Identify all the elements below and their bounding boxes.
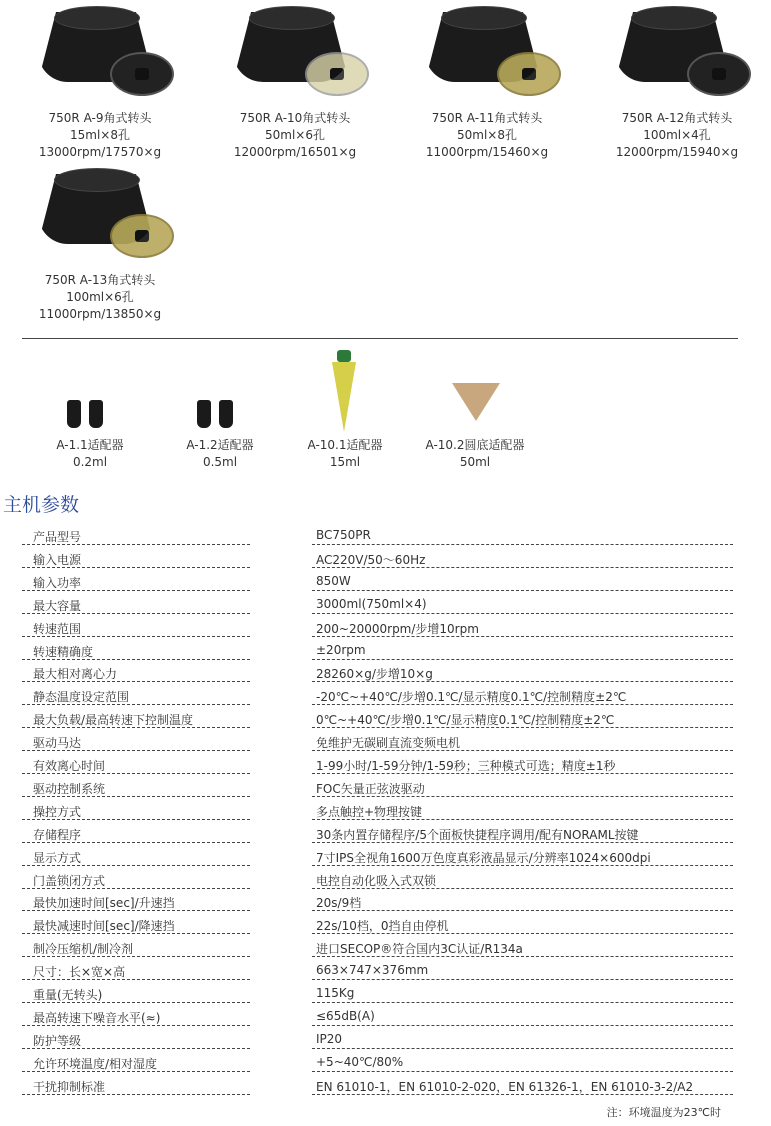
spec-row [0,594,771,617]
spec-row [0,1052,771,1075]
section-title: 主机参数 [3,494,80,516]
spec-value: ±20rpm [316,642,366,657]
adapter-name: A-10.1适配器 [307,438,383,452]
spec-row [0,960,771,983]
adapter-image [280,345,410,437]
spec-label: 转速范围 [33,621,82,636]
spec-label: 最大容量 [33,598,82,613]
spec-label: 最大负载/最高转速下控制温度 [33,713,194,728]
rotor-spec: 100ml×4孔 [643,128,711,142]
spec-label: 制冷压缩机/制冷剂 [33,942,134,957]
spec-value: ≤65dB(A) [316,1008,375,1023]
spec-row [0,617,771,640]
adapter-image [155,345,285,437]
spec-value: 7寸IPS全视角1600万色度真彩液晶显示/分辨率1024×600dpi [316,850,651,865]
rotor-speed: 11000rpm/15460×g [425,145,549,159]
rotor-item [5,162,195,323]
rotor-name: 750R A-11角式转头 [431,111,543,125]
rotor-image [5,162,195,272]
rotor-speed: 12000rpm/16501×g [233,145,357,159]
spec-value: +5~40℃/80% [316,1054,404,1069]
adapter-name: A-10.2圆底适配器 [425,438,525,452]
spec-label: 最高转速下噪音水平(≈) [33,1010,161,1025]
spec-row [0,823,771,846]
rotor-image [582,0,771,110]
rotor-image [200,0,390,110]
spec-row [0,869,771,892]
spec-row [0,662,771,685]
adapter-item [25,345,155,471]
rotor-item [392,0,582,161]
adapter-image [25,345,155,437]
spec-value: 进口SECOP®符合国内3C认证/R134a [316,942,523,957]
spec-label: 最大相对离心力 [33,667,118,682]
spec-row [0,1006,771,1029]
spec-row [0,640,771,663]
spec-label: 显示方式 [33,850,82,865]
adapter-spec: 0.2ml [72,455,108,469]
spec-label: 有效离心时间 [33,759,106,773]
spec-label: 输入电源 [33,552,82,567]
spec-label: 驱动马达 [33,736,82,751]
spec-row [0,891,771,914]
divider [22,338,738,339]
spec-label: 尺寸：长×宽×高 [33,965,126,980]
spec-row [0,525,771,548]
spec-value: 免维护无碳刷直流变频电机 [316,736,461,751]
spec-value: AC220V/50～60Hz [316,552,426,567]
spec-label: 门盖锁闭方式 [33,873,106,888]
spec-label: 防护等级 [33,1033,82,1048]
spec-label: 操控方式 [33,804,82,819]
spec-value: 663×747×376mm [316,963,429,978]
spec-label: 最快减速时间[sec]/降速挡 [33,919,175,934]
adapter-image [410,345,540,437]
spec-row [0,1075,771,1098]
adapter-spec: 15ml [329,455,361,469]
spec-label: 转速精确度 [33,644,94,659]
spec-label: 允许环境温度/相对湿度 [33,1056,158,1071]
adapter-name: A-1.1适配器 [56,438,124,452]
adapter-item [280,345,410,471]
spec-row [0,754,771,777]
rotor-name: 750R A-12角式转头 [621,111,733,125]
spec-label: 输入功率 [33,575,82,590]
rotor-spec: 50ml×8孔 [457,128,517,142]
spec-value: 30条内置存储程序/5个面板快捷程序调用/配有NORAML按键 [316,827,639,842]
spec-row [0,571,771,594]
adapter-spec: 0.5ml [202,455,238,469]
spec-row [0,548,771,571]
spec-value: 22s/10档，0挡自由停机 [316,919,449,934]
rotor-image [5,0,195,110]
footnote: 注：环境温度为23℃时 [606,1106,721,1119]
spec-value: 20s/9档 [316,896,362,911]
spec-value: IP20 [316,1031,343,1046]
spec-row [0,708,771,731]
rotor-name: 750R A-10角式转头 [239,111,351,125]
rotor-spec: 50ml×6孔 [265,128,325,142]
spec-value: 200~20000rpm/步增10rpm [316,621,479,636]
rotor-spec: 15ml×8孔 [70,128,130,142]
adapter-item [155,345,285,471]
rotor-item [200,0,390,161]
rotor-spec: 100ml×6孔 [66,290,134,304]
spec-row [0,1029,771,1052]
spec-value: FOC矢量正弦波驱动 [316,781,425,796]
rotor-item [582,0,771,161]
spec-label: 最快加速时间[sec]/升速挡 [33,896,175,911]
spec-row [0,731,771,754]
rotor-image [392,0,582,110]
spec-value: 850W [316,573,351,588]
rotor-speed: 11000rpm/13850×g [38,307,162,321]
spec-row [0,846,771,869]
spec-row [0,937,771,960]
spec-value: 电控自动化吸入式双锁 [316,873,437,888]
spec-row [0,777,771,800]
spec-value: 0℃~+40℃/步增0.1℃/显示精度0.1℃/控制精度±2℃ [316,713,615,728]
spec-value: BC750PR [316,528,371,542]
spec-label: 产品型号 [33,530,82,544]
spec-value: 28260×g/步增10×g [316,667,433,682]
spec-row [0,685,771,708]
spec-row [0,914,771,937]
adapter-spec: 50ml [459,455,491,469]
spec-label: 存储程序 [33,827,82,842]
spec-value: 115Kg [316,986,355,1000]
rotor-name: 750R A-9角式转头 [48,111,152,125]
spec-row [0,983,771,1006]
rotor-speed: 13000rpm/17570×g [38,145,162,159]
adapter-item [410,345,540,471]
spec-label: 干扰抑制标准 [33,1079,106,1094]
spec-value: 多点触控+物理按键 [316,804,423,819]
spec-value: -20℃~+40℃/步增0.1℃/显示精度0.1℃/控制精度±2℃ [316,690,627,705]
spec-value: 3000ml(750ml×4) [316,596,427,611]
spec-row [0,800,771,823]
spec-value: EN 61010-1，EN 61010-2-020，EN 61326-1，EN 61010-3-2/A2 [316,1079,694,1094]
spec-label: 驱动控制系统 [33,781,106,796]
spec-label: 重量(无转头) [33,988,103,1002]
spec-label: 静态温度设定范围 [33,690,130,705]
adapter-name: A-1.2适配器 [186,438,254,452]
rotor-name: 750R A-13角式转头 [44,273,156,287]
rotor-item [5,0,195,161]
rotor-speed: 12000rpm/15940×g [615,145,739,159]
spec-value: 1-99小时/1-59分钟/1-59秒；三种模式可选；精度±1秒 [316,759,616,773]
